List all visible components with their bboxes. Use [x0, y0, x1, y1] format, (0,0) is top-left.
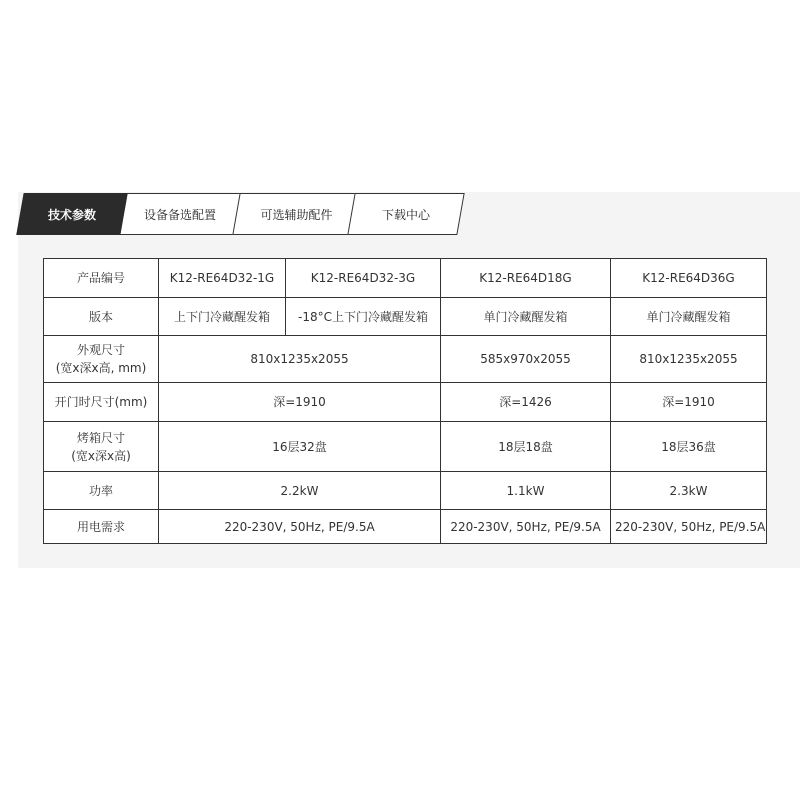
table-cell: 220-230V, 50Hz, PE/9.5A [611, 510, 767, 544]
spec-table [43, 258, 767, 544]
table-cell: 220-230V, 50Hz, PE/9.5A [159, 510, 441, 544]
tab-downloads[interactable] [351, 193, 461, 235]
row-label-main: 外观尺寸 [76, 343, 125, 357]
table-cell: 18层36盘 [611, 422, 767, 472]
table-cell: K12-RE64D32-3G [286, 259, 441, 298]
table-row-dimensions [44, 336, 767, 383]
table-cell: -18°C上下门冷藏醒发箱 [286, 298, 441, 336]
table-row-power [44, 472, 767, 510]
table-cell: 585x970x2055 [441, 336, 611, 383]
table-cell: 深=1910 [611, 383, 767, 422]
table-cell: 2.3kW [611, 472, 767, 510]
row-label: 功率 [44, 472, 159, 510]
table-cell: K12-RE64D32-1G [159, 259, 286, 298]
row-label-sub: (宽x深x高, mm) [55, 361, 147, 375]
table-row-model [44, 259, 767, 298]
table-cell: 16层32盘 [159, 422, 441, 472]
table-row-electrical [44, 510, 767, 544]
tab-accessories[interactable] [236, 193, 357, 235]
row-label: 开门时尺寸(mm) [44, 383, 159, 422]
table-cell: 单门冷藏醒发箱 [441, 298, 611, 336]
table-row-version [44, 298, 767, 336]
table-row-open-door [44, 383, 767, 422]
row-label [44, 422, 159, 472]
table-cell: 2.2kW [159, 472, 441, 510]
row-label [44, 336, 159, 383]
row-label: 版本 [44, 298, 159, 336]
table-cell: 单门冷藏醒发箱 [611, 298, 767, 336]
tab-tech-specs[interactable] [20, 193, 124, 235]
tab-label: 技术参数 [47, 207, 96, 222]
table-cell: 1.1kW [441, 472, 611, 510]
table-cell: 上下门冷藏醒发箱 [159, 298, 286, 336]
table-cell: 深=1426 [441, 383, 611, 422]
table-cell: 810x1235x2055 [611, 336, 767, 383]
tab-label: 下载中心 [381, 207, 430, 222]
table-cell: 220-230V, 50Hz, PE/9.5A [441, 510, 611, 544]
row-label-main: 烤箱尺寸 [76, 430, 125, 445]
row-label-sub: (宽x深x高) [71, 448, 131, 463]
table-cell: 深=1910 [159, 383, 441, 422]
table-cell: 810x1235x2055 [159, 336, 441, 383]
row-label: 产品编号 [44, 259, 159, 298]
table-row-oven [44, 422, 767, 472]
table-cell: K12-RE64D36G [611, 259, 767, 298]
row-label: 用电需求 [44, 510, 159, 544]
tab-label: 设备备选配置 [143, 207, 216, 222]
tab-optional-config[interactable] [118, 193, 242, 235]
tab-label: 可选辅助配件 [260, 207, 333, 222]
table-cell: 18层18盘 [441, 422, 611, 472]
table-cell: K12-RE64D18G [441, 259, 611, 298]
